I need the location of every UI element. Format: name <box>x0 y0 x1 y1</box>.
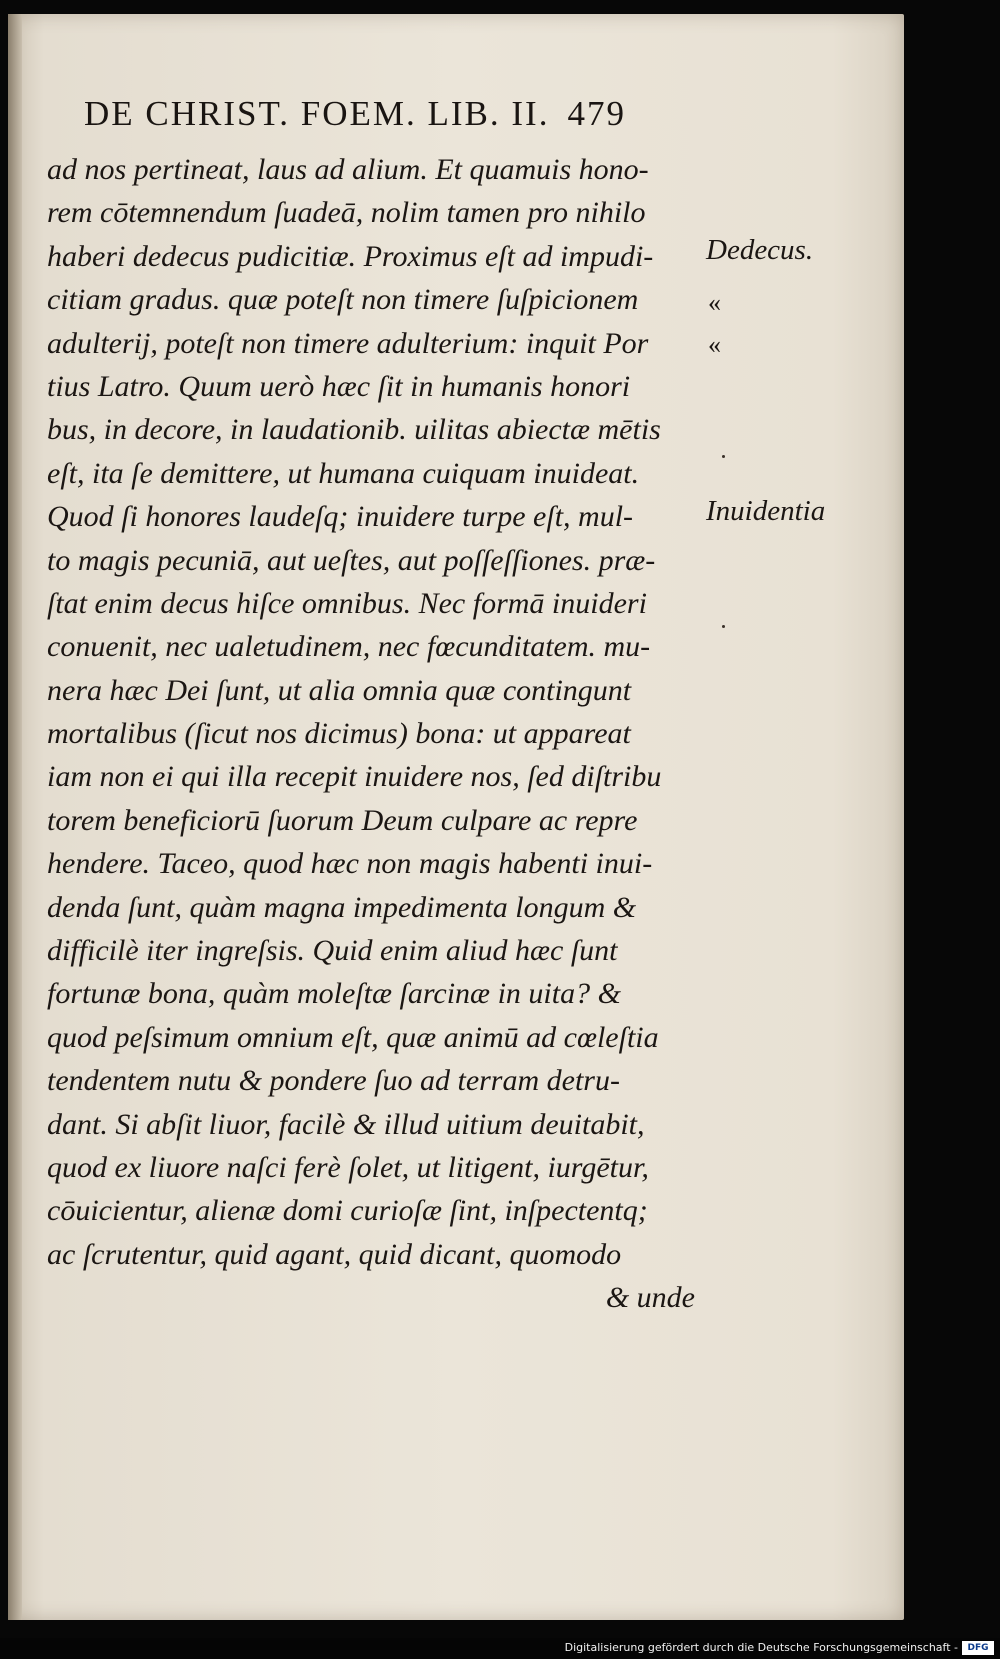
text-line: adulterij, poteſt non timere adulterium: inquit Por <box>47 326 649 360</box>
text-line: ad nos pertineat, laus ad alium. Et quamuis hono- <box>47 153 649 186</box>
marginal-note-inuidentia: Inuidentia <box>706 495 826 527</box>
page-binding-edge <box>8 14 22 1620</box>
text-line: hendere. Taceo, quod hæc non magis habenti inui- <box>47 847 653 881</box>
text-line: conuenit, nec ualetudinem, nec fœcunditatem. mu- <box>47 630 651 664</box>
text-line: rem cōtemnendum ſuadeā, nolim tamen pro nihilo <box>47 196 646 230</box>
text-line: quod peſsimum omnium eſt, quæ animū ad cœleſtia <box>47 1020 659 1054</box>
text-line: difficilè iter ingreſsis. Quid enim aliud hæc ſunt <box>47 934 618 968</box>
marginal-quote-mark: « <box>708 288 721 317</box>
ink-speck <box>722 455 725 458</box>
text-line: tendentem nutu & pondere ſuo ad terram detru- <box>47 1064 620 1098</box>
dfg-logo-text: DFG <box>967 1643 989 1653</box>
text-line: Quod ſi honores laudeſq; inuidere turpe eſt, mul- <box>47 500 634 534</box>
digitization-credit: Digitalisierung gefördert durch die Deutsche Forschungsgemeinschaft - <box>564 1641 958 1654</box>
text-line: bus, in decore, in laudationib. uilitas abiectæ mētis <box>47 413 661 447</box>
text-line: nera hæc Dei ſunt, ut alia omnia quæ contingunt <box>47 673 632 707</box>
text-line: citiam gradus. quæ poteſt non timere ſuſpicionem <box>47 283 639 317</box>
text-line: iam non ei qui illa recepit inuidere nos, ſed diſtribu <box>47 760 662 794</box>
text-line: ſtat enim decus hiſce omnibus. Nec formā inuideri <box>47 586 647 620</box>
text-line: mortalibus (ſicut nos dicimus) bona: ut appareat <box>47 717 631 751</box>
text-line: tius Latro. Quum uerò hæc ſit in humanis honori <box>47 369 631 403</box>
text-line: cōuicientur, alienæ domi curioſæ ſint, inſpectentq; <box>47 1194 648 1228</box>
marginal-note-dedecus: Dedecus. <box>706 234 814 266</box>
catchword-line: & unde <box>605 1281 695 1315</box>
text-line: dant. Si abſit liuor, facilè & illud uitium deuitabit, <box>47 1107 645 1141</box>
dfg-logo <box>962 1641 994 1655</box>
page-number: 479 <box>567 94 626 133</box>
ink-speck <box>722 625 725 628</box>
marginal-quote-mark: « <box>708 330 721 359</box>
text-line: denda ſunt, quàm magna impedimenta longum & <box>47 890 637 924</box>
text-line: quod ex liuore naſci ferè ſolet, ut litigent, iurgētur, <box>47 1150 649 1184</box>
text-line: eſt, ita ſe demittere, ut humana cuiquam inuideat. <box>47 456 640 490</box>
text-line: torem beneficiorū ſuorum Deum culpare ac repre <box>47 803 638 837</box>
text-line: fortunæ bona, quàm moleſtæ ſarcinæ in uita? & <box>47 977 621 1011</box>
body-text <box>47 148 707 1320</box>
text-line: ac ſcrutentur, quid agant, quid dicant, quomodo <box>47 1237 622 1271</box>
running-head-title: DE CHRIST. FOEM. LIB. II. <box>84 94 550 133</box>
text-line: haberi dedecus pudicitiæ. Proximus eſt ad impudi- <box>47 239 654 273</box>
text-line: to magis pecuniā, aut ueſtes, aut poſſeſſiones. præ- <box>47 543 656 577</box>
running-head <box>84 94 704 134</box>
